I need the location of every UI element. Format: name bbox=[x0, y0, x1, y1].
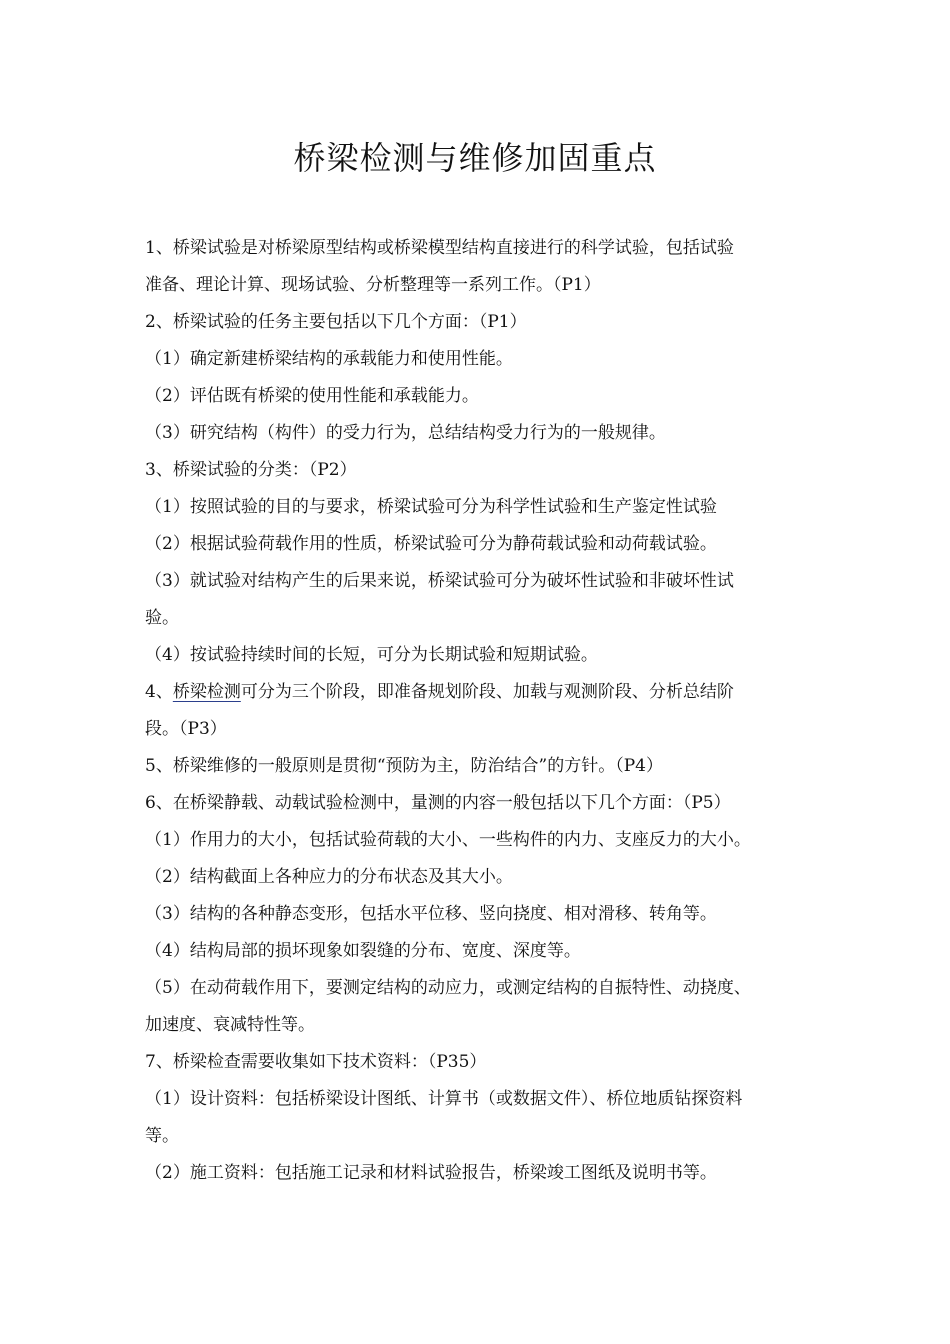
text-line: （3）结构的各种静态变形，包括水平位移、竖向挠度、相对滑移、转角等。 bbox=[145, 904, 717, 924]
text-line: （5）在动荷载作用下，要测定结构的动应力，或测定结构的自振特性、动挠度、 bbox=[145, 978, 751, 998]
text-line: （4）按试验持续时间的长短，可分为长期试验和短期试验。 bbox=[145, 645, 598, 665]
text-line: 1、桥梁试验是对桥梁原型结构或桥梁模型结构直接进行的科学试验，包括试验 bbox=[145, 238, 734, 258]
text-line: 准备、理论计算、现场试验、分析整理等一系列工作。（P1） bbox=[145, 275, 601, 295]
text-line: （2）施工资料：包括施工记录和材料试验报告，桥梁竣工图纸及说明书等。 bbox=[145, 1163, 717, 1183]
text-line: 2、桥梁试验的任务主要包括以下几个方面：（P1） bbox=[145, 312, 527, 332]
text-line: 验。 bbox=[145, 608, 179, 628]
text-line-suffix: 可分为三个阶段，即准备规划阶段、加载与观测阶段、分析总结阶 bbox=[240, 682, 734, 702]
text-line-prefix: 4、 bbox=[145, 682, 173, 702]
text-line: （1）按照试验的目的与要求，桥梁试验可分为科学性试验和生产鉴定性试验 bbox=[145, 497, 717, 517]
text-line: （1）设计资料：包括桥梁设计图纸、计算书（或数据文件）、桥位地质钻探资料 bbox=[145, 1089, 743, 1109]
text-line: （3）研究结构（构件）的受力行为，总结结构受力行为的一般规律。 bbox=[145, 423, 666, 443]
text-line: 段。（P3） bbox=[145, 719, 227, 739]
text-line: 加速度、衰减特性等。 bbox=[145, 1015, 315, 1035]
text-line: （3）就试验对结构产生的后果来说，桥梁试验可分为破坏性试验和非破坏性试 bbox=[145, 571, 734, 591]
text-line: （2）根据试验荷载作用的性质，桥梁试验可分为静荷载试验和动荷载试验。 bbox=[145, 534, 717, 554]
text-line: （4）结构局部的损坏现象如裂缝的分布、宽度、深度等。 bbox=[145, 941, 581, 961]
text-line: 3、桥梁试验的分类：（P2） bbox=[145, 460, 357, 480]
text-line: （2）结构截面上各种应力的分布状态及其大小。 bbox=[145, 867, 513, 887]
document-body bbox=[145, 230, 815, 1192]
text-line: （1）确定新建桥梁结构的承载能力和使用性能。 bbox=[145, 349, 513, 369]
text-line: 等。 bbox=[145, 1126, 179, 1146]
text-line: 5、桥梁维修的一般原则是贯彻“预防为主，防治结合”的方针。（P4） bbox=[145, 756, 663, 776]
text-line: 7、桥梁检查需要收集如下技术资料：（P35） bbox=[145, 1052, 487, 1072]
text-line: （2）评估既有桥梁的使用性能和承载能力。 bbox=[145, 386, 479, 406]
hyperlink-text[interactable]: 桥梁检测 bbox=[172, 682, 241, 702]
text-line: （1）作用力的大小，包括试验荷载的大小、一些构件的内力、支座反力的大小。 bbox=[145, 830, 751, 850]
text-line: 6、在桥梁静载、动载试验检测中，量测的内容一般包括以下几个方面：（P5） bbox=[145, 793, 731, 813]
page-title: 桥梁检测与维修加固重点 bbox=[293, 139, 657, 177]
text-line bbox=[145, 674, 815, 711]
